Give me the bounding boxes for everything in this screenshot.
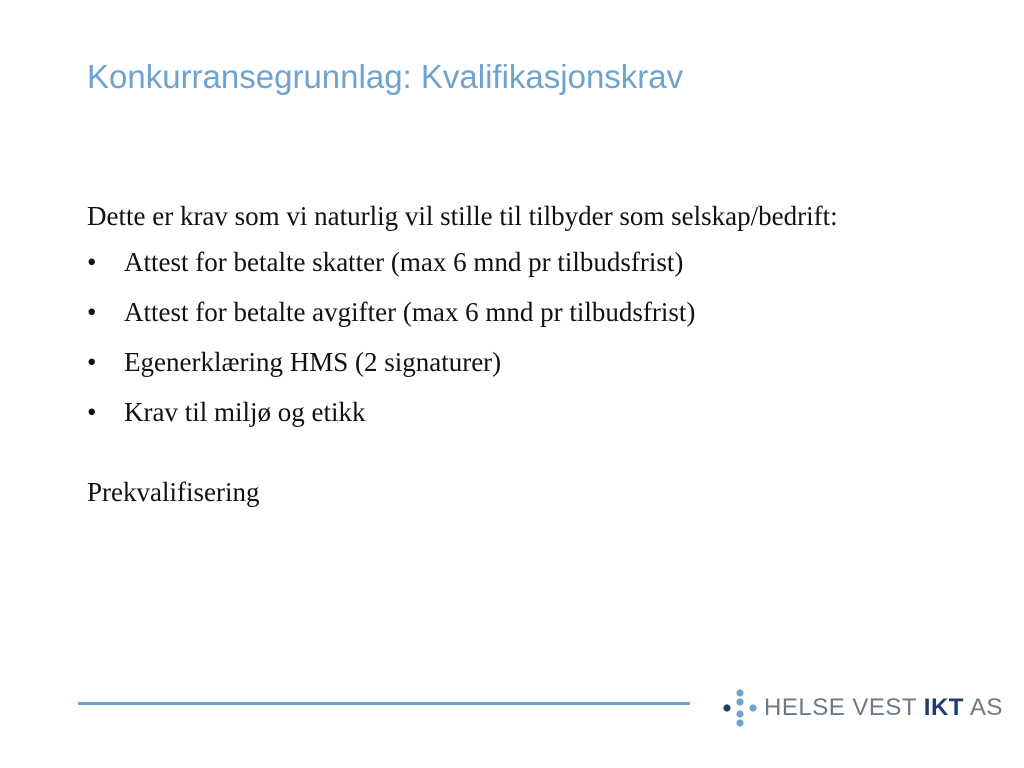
company-logo: [722, 688, 1003, 728]
bullet-icon: •: [87, 247, 97, 277]
list-item: [87, 342, 867, 392]
list-item: [87, 242, 867, 292]
list-item: [87, 392, 867, 442]
logo-text-pre: HELSE VEST: [764, 694, 924, 721]
list-item-text: Attest for betalte avgifter (max 6 mnd pr tilbudsfrist): [124, 297, 696, 327]
logo-text-post: AS: [963, 694, 1003, 721]
list-item-text: Egenerklæring HMS (2 signaturer): [124, 347, 502, 377]
slide-body: [87, 196, 867, 539]
slide-title: Konkurransegrunnlag: Kvalifikasjonskrav: [87, 58, 684, 95]
bullet-icon: •: [87, 397, 97, 427]
outro-text: Prekvalifisering: [87, 477, 260, 507]
list-item-text: Krav til miljø og etikk: [124, 397, 366, 427]
list-item-text: Attest for betalte skatter (max 6 mnd pr tilbudsfrist): [124, 247, 684, 277]
footer-divider: [78, 702, 690, 705]
bullet-list: [87, 242, 867, 442]
bullet-icon: •: [87, 347, 97, 377]
intro-text: Dette er krav som vi naturlig vil stille til tilbyder som selskap/bedrift:: [87, 201, 838, 231]
list-item: [87, 292, 867, 342]
dots-cross-icon: [722, 688, 758, 728]
bullet-icon: •: [87, 297, 97, 327]
logo-text: [764, 694, 1003, 722]
logo-text-bold: IKT: [923, 694, 964, 721]
